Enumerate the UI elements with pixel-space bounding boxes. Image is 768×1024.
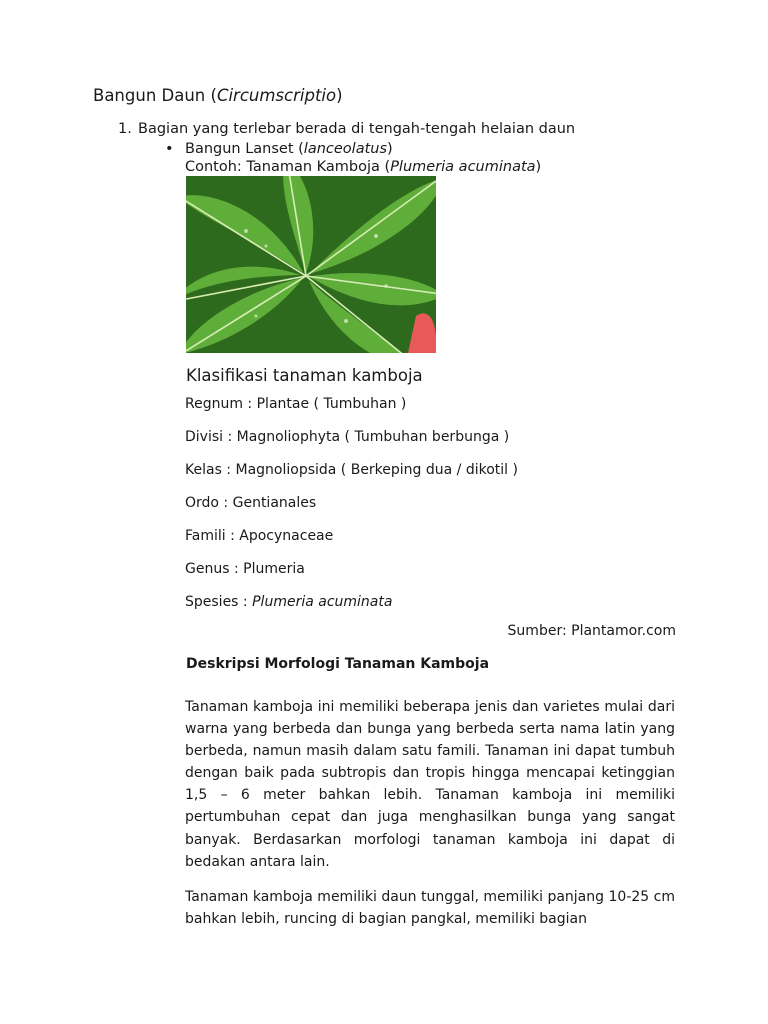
list-item-text: Bagian yang terlebar berada di tengah-tengah helaian daun [138,121,576,137]
source-citation: Sumber: Plantamor.com [507,623,676,639]
bullet-name-close: ) [387,141,393,157]
classification-title: Klasifikasi tanaman kamboja [186,366,423,385]
bullet-item-lanset [165,140,541,176]
bullet-icon: • [165,141,174,157]
classification-row-spesies [185,593,518,626]
classification-row-divisi [185,428,518,461]
title-close: ) [336,86,343,105]
list-number: 1. [118,121,132,137]
bullet-example [185,158,541,176]
row-label: Regnum : [185,396,257,412]
row-value: Apocynaceae [239,528,334,544]
row-value: Plumeria [243,561,305,577]
plumeria-leaves-photo [186,176,436,353]
classification-row-famili [185,527,518,560]
leaf-illustration-icon [186,176,436,353]
page-title [93,86,343,105]
row-value: Gentianales [232,495,317,511]
row-label: Kelas : [185,462,236,478]
bullet-name-latin: lanceolatus [303,141,388,157]
classification-row-genus [185,560,518,593]
row-value: Magnoliophyta ( Tumbuhan berbunga ) [236,429,510,445]
title-latin-term: Circumscriptio [216,86,337,105]
bullet-name-text: Bangun Lanset ( [185,141,304,157]
example-close: ) [535,159,542,175]
bullet-name [185,140,541,158]
row-value: Plantae ( Tumbuhan ) [256,396,407,412]
row-label: Divisi : [185,429,237,445]
row-value: Magnoliopsida ( Berkeping dua / dikotil ) [235,462,518,478]
example-latin: Plumeria acuminata [390,159,536,175]
example-text: Contoh: Tanaman Kamboja ( [185,159,391,175]
row-label: Spesies : [185,594,253,610]
description-title: Deskripsi Morfologi Tanaman Kamboja [186,656,490,672]
description-paragraph-2: Tanaman kamboja memiliki daun tunggal, memiliki panjang 10-25 cm bahkan lebih, runcing di bagian pangkal, memiliki bagian [185,889,675,928]
classification-row-ordo [185,494,518,527]
title-text: Bangun Daun ( [93,86,217,105]
ordered-list-item-1 [118,121,575,137]
classification-row-kelas [185,461,518,494]
classification-row-regnum [185,395,518,428]
row-label: Ordo : [185,495,233,511]
row-label: Famili : [185,528,240,544]
row-label: Genus : [185,561,244,577]
description-paragraph-1: Tanaman kamboja ini memiliki beberapa jenis dan varietes mulai dari warna yang berbeda dan bunga yang berbeda serta nama latin yang berbeda, namun masih dalam satu famili. Tanaman ini dapat tumbuh dengan baik pada subtropis dan tropis hingga mencapai ketinggian 1,5 – 6 meter bahkan lebih. Tanaman kamboja ini memiliki pertumbuhan cepat dan juga menghasilkan bunga yang sangat banyak. Berdasarkan morfologi tanaman kamboja ini dapat di bedakan antara lain. [185,699,675,870]
row-value-latin: Plumeria acuminata [252,594,393,610]
classification-list [185,395,518,626]
